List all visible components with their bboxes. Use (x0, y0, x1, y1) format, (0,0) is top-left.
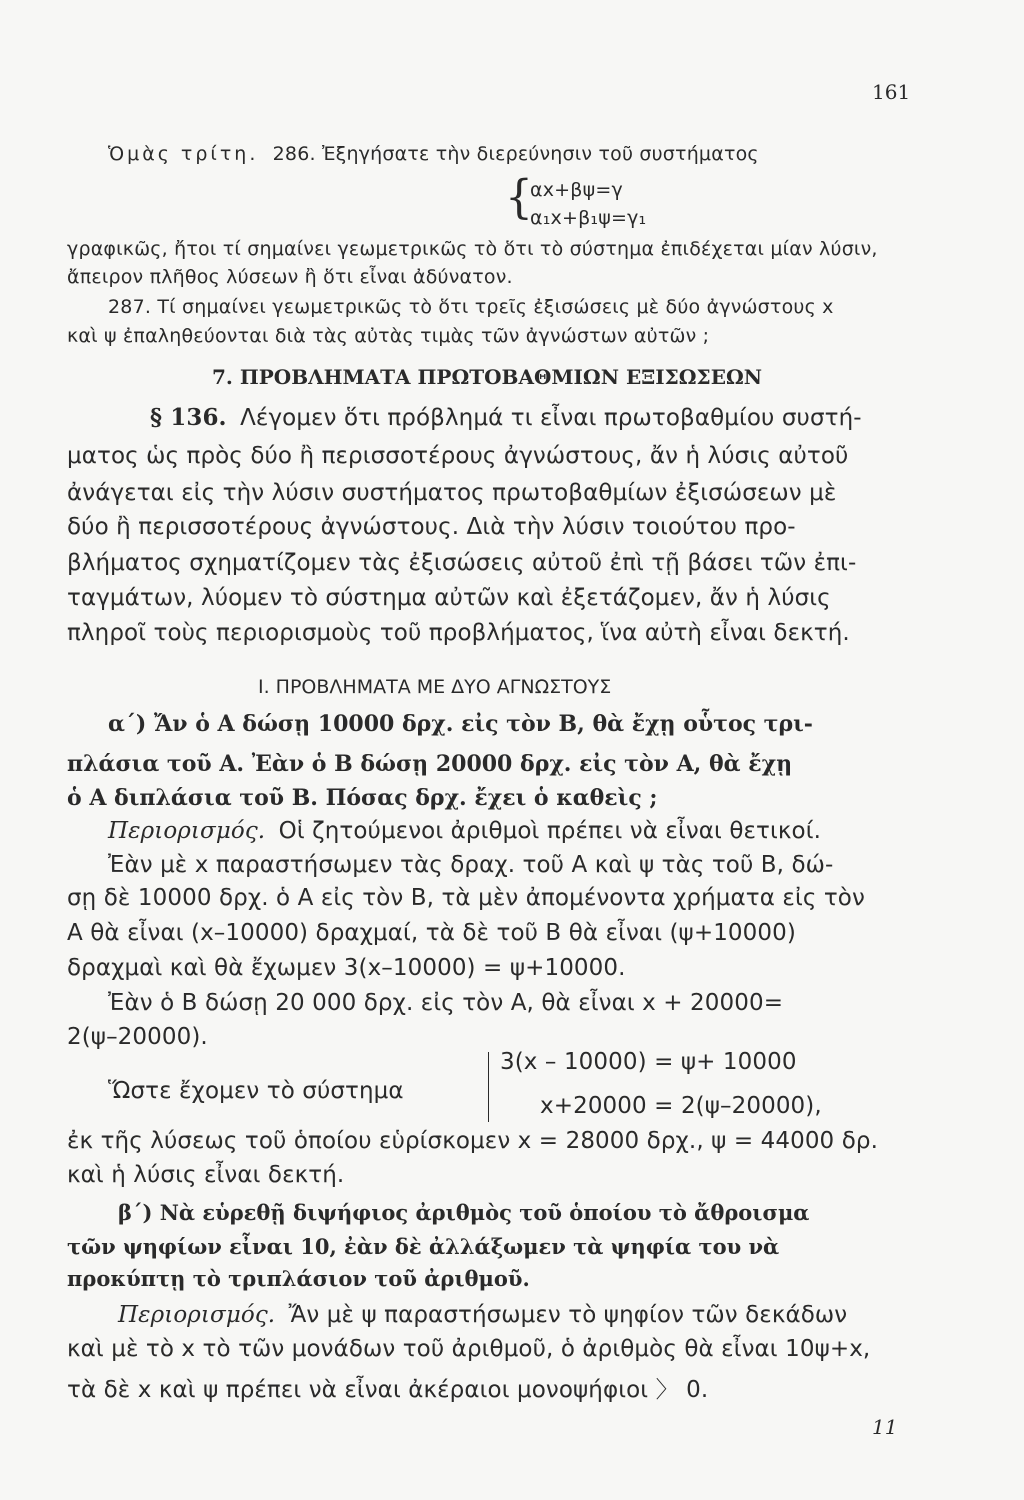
system-a-equation-1: 3(x – 10000) = ψ+ 10000 (500, 1049, 797, 1075)
problem-b-statement-line: τῶν ψηφίων εἶναι 10, ἐὰν δὲ ἀλλάξωμεν τὰ ψηφία του νὰ (67, 1234, 780, 1259)
restriction-text: Ἄν μὲ ψ παραστήσωμεν τὸ ψηφίον τῶν δεκάδων (288, 1302, 848, 1328)
problem-a-line: δραχμαὶ καὶ θὰ ἔχωμεν 3(x–10000) = ψ+10000. (67, 955, 626, 981)
problem-a-line: 2(ψ–20000). (67, 1024, 208, 1050)
restriction-label: Περιορισμός. (108, 818, 266, 844)
result-line: καὶ ἡ λύσις εἶναι δεκτή. (67, 1162, 345, 1188)
system-intro: Ὥστε ἔχομεν τὸ σύστημα (108, 1078, 404, 1104)
exercise-287-line-1: 287. Τί σημαίνει γεωμετρικῶς τὸ ὅτι τρεῖς ἐξισώσεις μὲ δύο ἀγνώστους x (108, 296, 834, 318)
problem-a-statement-line: ὁ Α διπλάσια τοῦ Β. Πόσας δρχ. ἔχει ὁ καθεὶς ; (67, 785, 658, 811)
system-equation-2: α₁x+β₁ψ=γ₁ (530, 207, 647, 229)
restriction-text: Οἱ ζητούμενοι ἀριθμοὶ πρέπει νὰ εἶναι θετικοί. (278, 818, 821, 844)
problem-a-restriction (108, 818, 821, 844)
exercise-287-line-2: καὶ ψ ἐπαληθεύονται διὰ τὰς αὐτὰς τιμὰς τῶν ἀγνώστων αὐτῶν ; (67, 325, 710, 347)
problem-a-statement-line: πλάσια τοῦ Α. Ἐὰν ὁ Β δώσῃ 20000 δρχ. εἰς τὸν Α, θὰ ἔχῃ (67, 751, 793, 777)
section-heading: 7. ΠΡΟΒΛΗΜΑΤΑ ΠΡΩΤΟΒΑΘΜΙΩΝ ΕΞΙΣΩΣΕΩΝ (212, 365, 763, 389)
section-paragraph-line: ταγμάτων, λύομεν τὸ σύστημα αὐτῶν καὶ ἐξετάζομεν, ἄν ἡ λύσις (67, 585, 831, 611)
system-brace: { (505, 170, 533, 225)
system-brace-2 (488, 1052, 491, 1122)
problem-a-line: Ἐὰν μὲ x παραστήσωμεν τὰς δραχ. τοῦ Α καὶ ψ τὰς τοῦ Β, δώ- (108, 852, 834, 878)
paragraph-first-line: Λέγομεν ὅτι πρόβλημά τι εἶναι πρωτοβαθμίου συστή- (240, 405, 862, 431)
footer-signature: 11 (872, 1415, 898, 1439)
group-label: Ὁμὰς τρίτη. (108, 143, 259, 165)
result-line: ἐκ τῆς λύσεως τοῦ ὁποίου εὑρίσκομεν x = 28000 δρχ., ψ = 44000 δρ. (67, 1128, 878, 1154)
system-a-equation-2: x+20000 = 2(ψ–20000), (540, 1093, 822, 1119)
section-paragraph-line-1 (150, 404, 862, 431)
restriction-label: Περιορισμός. (118, 1302, 276, 1328)
exercise-286 (108, 143, 759, 165)
problem-a-line: Α θὰ εἶναι (x–10000) δραχμαί, τὰ δὲ τοῦ Β θὰ εἶναι (ψ+10000) (67, 920, 796, 946)
exercise-286-line-3: ἄπειρον πλῆθος λύσεων ἢ ὅτι εἶναι ἀδύνατον. (67, 266, 513, 288)
problem-b-statement-line: β΄) Νὰ εὑρεθῇ διψήφιος ἀριθμὸς τοῦ ὁποίου τὸ ἄθροισμα (118, 1200, 810, 1225)
subsection-heading: I. ΠΡΟΒΛΗΜΑΤΑ ΜΕ ΔΥΟ ΑΓΝΩΣΤΟΥΣ (258, 676, 612, 698)
problem-b-line: τὰ δὲ x καὶ ψ πρέπει νὰ εἶναι ἀκέραιοι μονοψήφιοι 〉 0. (67, 1377, 709, 1403)
problem-b-restriction (118, 1302, 847, 1328)
system-equation-1: αx+βψ=γ (530, 179, 623, 201)
section-paragraph-line: βλήματος σχηματίζομεν τὰς ἐξισώσεις αὐτοῦ ἐπὶ τῇ βάσει τῶν ἐπι- (67, 550, 857, 576)
exercise-286-line-2: γραφικῶς, ἤτοι τί σημαίνει γεωμετρικῶς τὸ ὅτι τὸ σύστημα ἐπιδέχεται μίαν λύσιν, (67, 238, 878, 260)
exercise-286-text: 286. Ἐξηγήσατε τὴν διερεύνησιν τοῦ συστήματος (272, 143, 759, 165)
problem-a-line: Ἐὰν ὁ Β δώσῃ 20 000 δρχ. εἰς τὸν Α, θὰ εἶναι x + 20000= (108, 990, 784, 1016)
problem-b-statement-line: προκύπτῃ τὸ τριπλάσιον τοῦ ἀριθμοῦ. (67, 1266, 530, 1291)
problem-a-line: σῃ δὲ 10000 δρχ. ὁ Α εἰς τὸν Β, τὰ μὲν ἀπομένοντα χρήματα εἰς τὸν (67, 885, 865, 911)
section-paragraph-line: ἀνάγεται εἰς τὴν λύσιν συστήματος πρωτοβαθμίων ἐξισώσεων μὲ (67, 480, 837, 506)
problem-a-statement-line: α΄) Ἄν ὁ Α δώσῃ 10000 δρχ. εἰς τὸν Β, θὰ ἔχῃ οὗτος τρι- (108, 711, 813, 737)
problem-b-line: καὶ μὲ τὸ x τὸ τῶν μονάδων τοῦ ἀριθμοῦ, ὁ ἀριθμὸς θὰ εἶναι 10ψ+x, (67, 1336, 871, 1362)
section-paragraph-line: πληροῖ τοὺς περιορισμοὺς τοῦ προβλήματος, ἵνα αὐτὴ εἶναι δεκτή. (67, 620, 850, 646)
section-paragraph-line: ματος ὡς πρὸς δύο ἢ περισσοτέρους ἀγνώστους, ἄν ἡ λύσις αὐτοῦ (67, 443, 849, 469)
paragraph-number: § 136. (150, 404, 227, 431)
section-paragraph-line: δύο ἢ περισσοτέρους ἀγνώστους. Διὰ τὴν λύσιν τοιούτου προ- (67, 514, 796, 540)
page-number: 161 (872, 80, 911, 104)
